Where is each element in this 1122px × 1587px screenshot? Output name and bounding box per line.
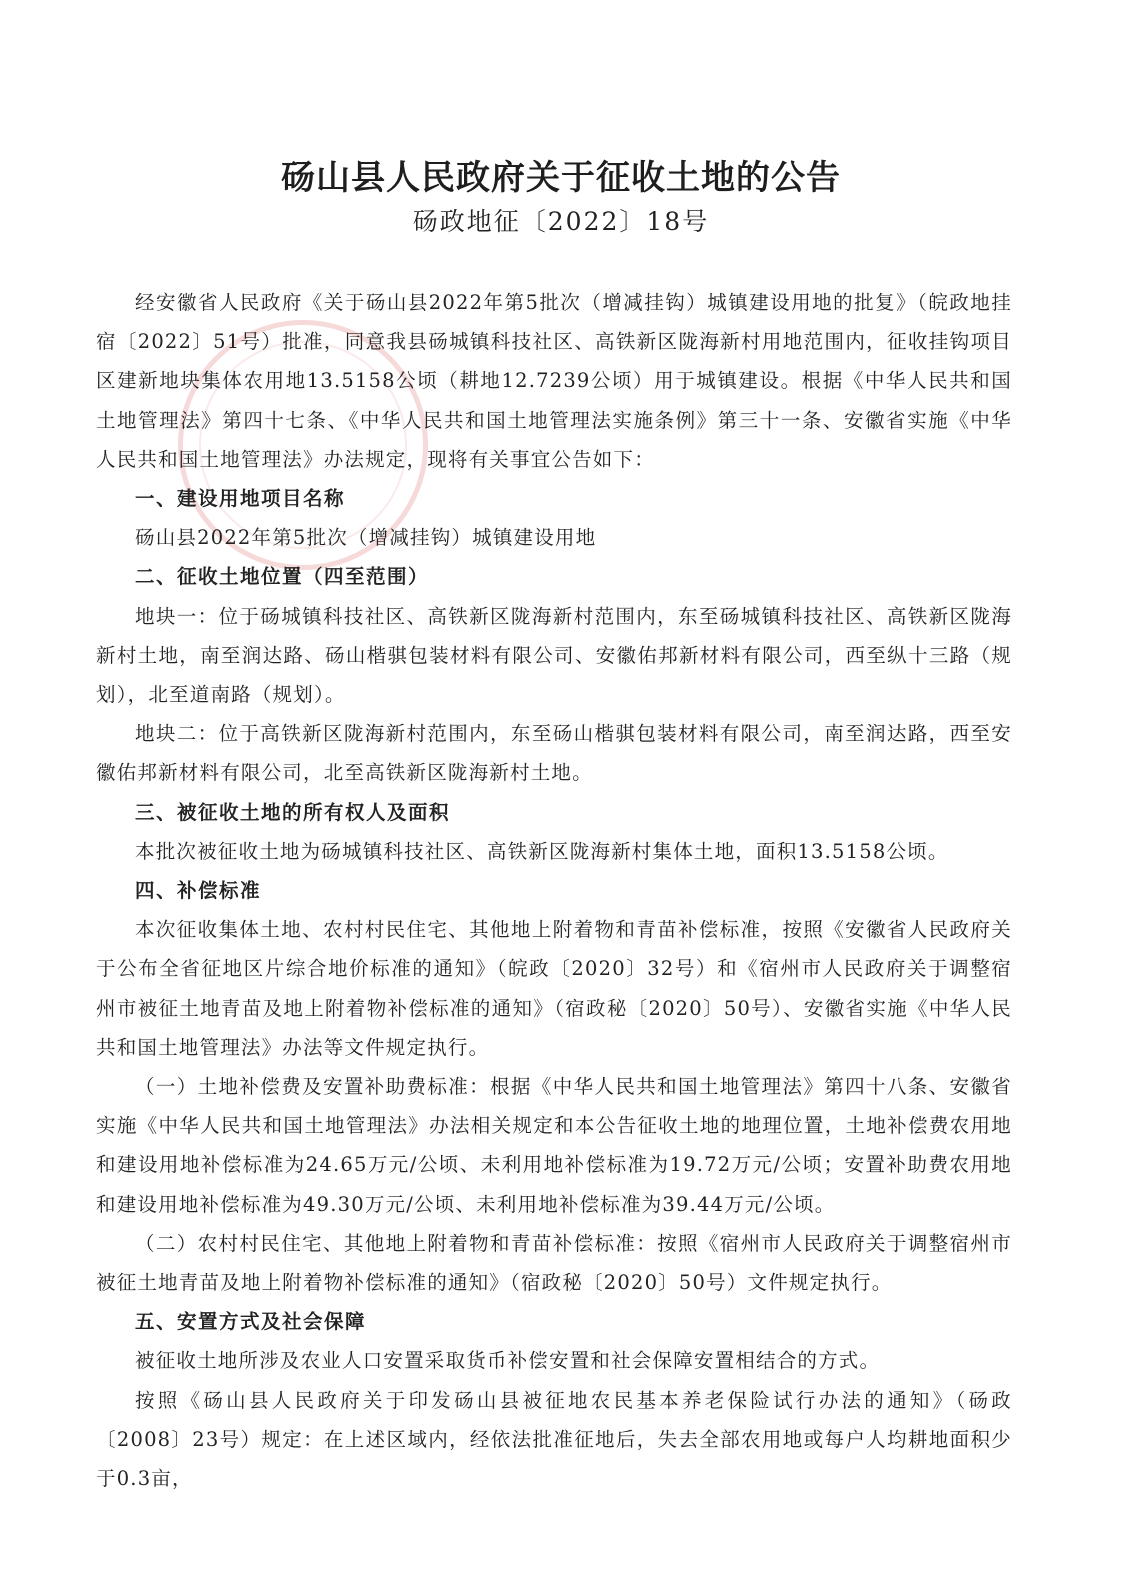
paragraph: 经安徽省人民政府《关于砀山县2022年第5批次（增减挂钩）城镇建设用地的批复》（皖政地挂宿〔2022〕51号）批准，同意我县砀城镇科技社区、高铁新区陇海新村用地范围内，征收挂钩项目区建新地块集体农用地13.5158公顷（耕地12.7239公顷）用于城镇建设。根据《中华人民共和国土地管理法》第四十七条、《中华人民共和国土地管理法实施条例》第三十一条、安徽省实施《中华人民共和国土地管理法》办法规定，现将有关事宜公告如下： — [96, 291, 1012, 471]
paragraph: 本批次被征收土地为砀城镇科技社区、高铁新区陇海新村集体土地，面积13.5158公顷。 — [135, 839, 949, 863]
paragraph: 地块二：位于高铁新区陇海新村范围内，东至砀山楷骐包装材料有限公司，南至润达路，西至安徽佑邦新材料有限公司，北至高铁新区陇海新村土地。 — [96, 722, 1012, 785]
section-heading: 五、安置方式及社会保障 — [135, 1310, 367, 1334]
paragraph: （二）农村村民住宅、其他地上附着物和青苗补偿标准：按照《宿州市人民政府关于调整宿州市被征土地青苗及地上附着物补偿标准的通知》（宿政秘〔2020〕50号）文件规定执行。 — [96, 1231, 1012, 1295]
paragraph: 被征收土地所涉及农业人口安置采取货币补偿安置和社会保障安置相结合的方式。 — [135, 1349, 881, 1373]
section-heading: 三、被征收土地的所有权人及面积 — [135, 800, 451, 824]
document-title: 砀山县人民政府关于征收土地的公告 — [281, 158, 841, 198]
paragraph: 地块一：位于砀城镇科技社区、高铁新区陇海新村范围内，东至砀城镇科技社区、高铁新区陇海新村土地，南至润达路、砀山楷骐包装材料有限公司、安徽佑邦新材料有限公司，西至纵十三路（规划），北至道南路（规划）。 — [96, 604, 1012, 707]
section-heading: 四、补偿标准 — [135, 879, 262, 903]
paragraph: （一）土地补偿费及安置补助费标准：根据《中华人民共和国土地管理法》第四十八条、安徽省实施《中华人民共和国土地管理法》办法相关规定和本公告征收土地的地理位置，土地补偿费农用地和建设用地补偿标准为24.65万元/公顷、未利用地补偿标准为19.72万元/公顷；安置补助费农用地和建设用地补偿标准为49.30万元/公顷、未利用地补偿标准为39.44万元/公顷。 — [96, 1075, 1012, 1216]
document-body — [96, 283, 1012, 1498]
paragraph: 本次征收集体土地、农村村民住宅、其他地上附着物和青苗补偿标准，按照《安徽省人民政府关于公布全省征地区片综合地价标准的通知》（皖政〔2020〕32号）和《宿州市人民政府关于调整宿州市被征土地青苗及地上附着物补偿标准的通知》（宿政秘〔2020〕50号）、安徽省实施《中华人民共和国土地管理法》办法等文件规定执行。 — [96, 918, 1012, 1059]
section-heading: 一、建设用地项目名称 — [135, 487, 346, 511]
paragraph: 按照《砀山县人民政府关于印发砀山县被征地农民基本养老保险试行办法的通知》（砀政〔2008〕23号）规定：在上述区域内，经依法批准征地后，失去全部农用地或每户人均耕地面积少于0.3亩， — [96, 1388, 1012, 1491]
section-heading: 二、征收土地位置（四至范围） — [135, 565, 430, 589]
paragraph: 砀山县2022年第5批次（增减挂钩）城镇建设用地 — [135, 526, 597, 550]
document-number: 砀政地征〔2022〕18号 — [412, 207, 710, 236]
